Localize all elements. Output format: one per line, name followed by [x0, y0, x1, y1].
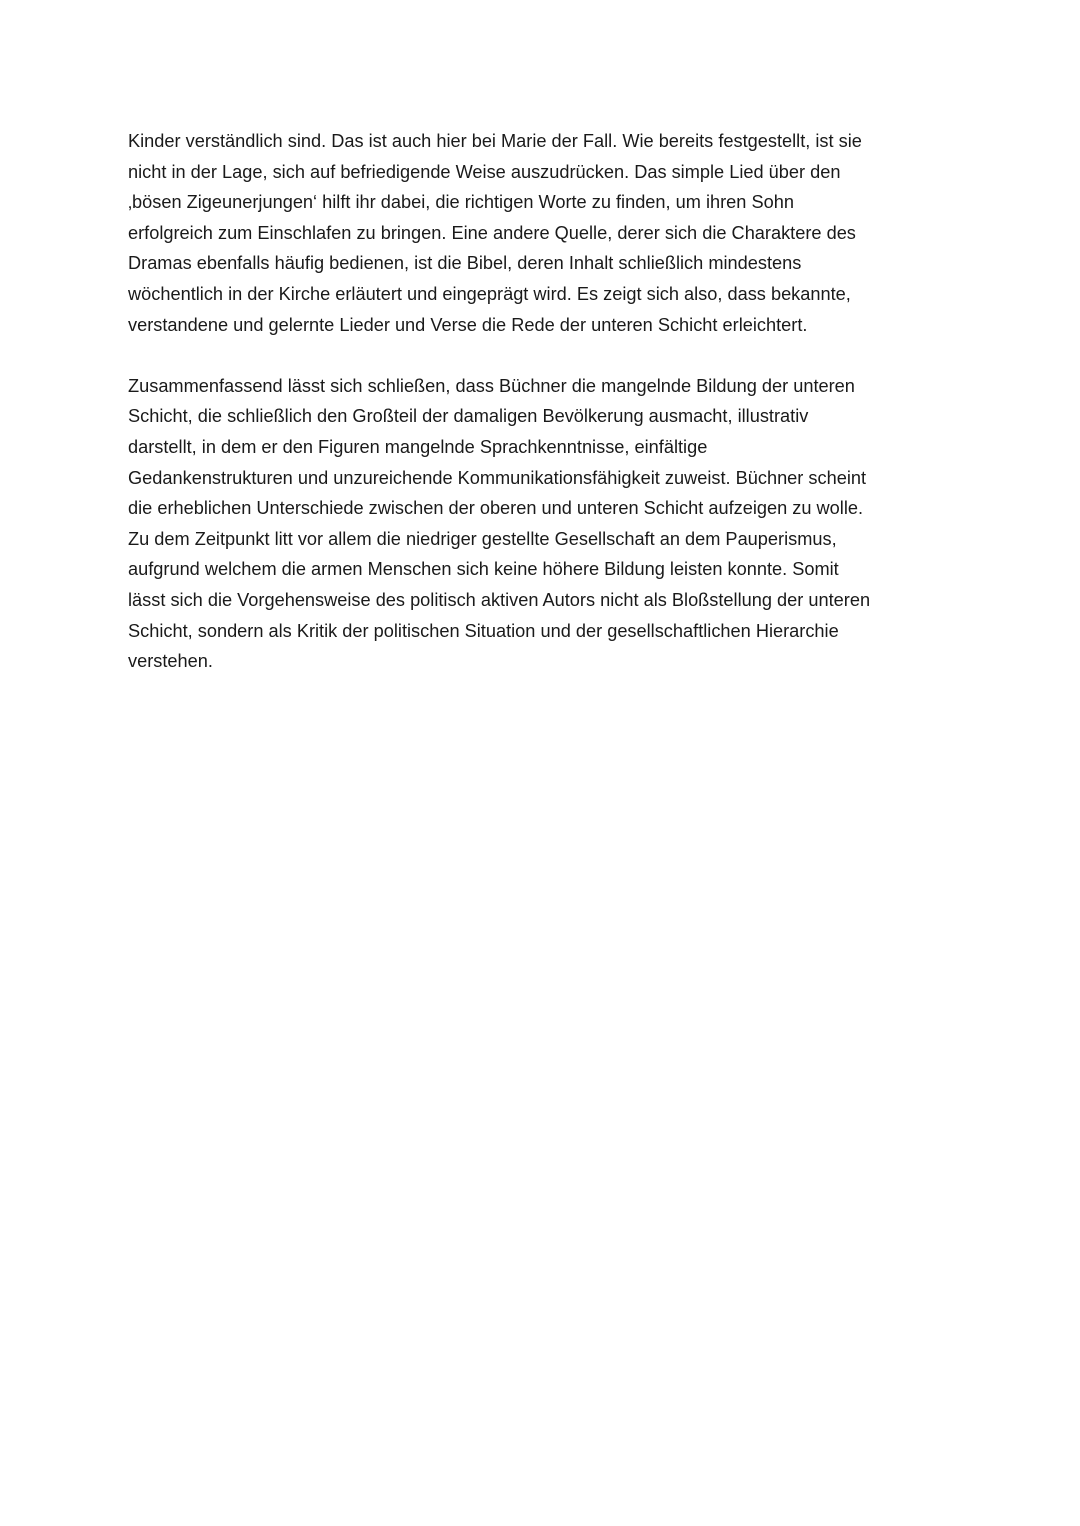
text-line: ‚bösen Zigeunerjungen‘ hilft ihr dabei, die richtigen Worte zu finden, um ihren Sohn	[128, 192, 794, 213]
paragraph-2	[128, 371, 958, 677]
text-line: Dramas ebenfalls häufig bedienen, ist die Bibel, deren Inhalt schließlich mindestens	[128, 253, 802, 274]
text-line: Zusammenfassend lässt sich schließen, dass Büchner die mangelnde Bildung der unteren	[128, 375, 855, 396]
text-line: Schicht, sondern als Kritik der politischen Situation und der gesellschaftlichen Hierarchie	[128, 620, 839, 641]
text-line: die erheblichen Unterschiede zwischen der oberen und unteren Schicht aufzeigen zu wolle.	[128, 498, 864, 519]
text-line: verstandene und gelernte Lieder und Verse die Rede der unteren Schicht erleichtert.	[128, 314, 808, 335]
paragraph-1	[128, 126, 958, 340]
text-line: verstehen.	[128, 651, 213, 672]
text-line: erfolgreich zum Einschlafen zu bringen. Eine andere Quelle, derer sich die Charaktere des	[128, 222, 856, 243]
text-line: Gedankenstrukturen und unzureichende Kommunikationsfähigkeit zuweist. Büchner scheint	[128, 467, 867, 488]
text-line: nicht in der Lage, sich auf befriedigende Weise auszudrücken. Das simple Lied über den	[128, 161, 841, 182]
text-line: aufgrund welchem die armen Menschen sich keine höhere Bildung leisten konnte. Somit	[128, 559, 839, 580]
text-line: Zu dem Zeitpunkt litt vor allem die niedriger gestellte Gesellschaft an dem Pauperismus,	[128, 528, 837, 549]
body-text	[128, 126, 958, 677]
paragraph-spacer	[128, 340, 958, 371]
text-line: Schicht, die schließlich den Großteil der damaligen Bevölkerung ausmacht, illustrativ	[128, 406, 809, 427]
text-line: lässt sich die Vorgehensweise des politisch aktiven Autors nicht als Bloßstellung der unteren	[128, 589, 871, 610]
text-line: wöchentlich in der Kirche erläutert und eingeprägt wird. Es zeigt sich also, dass bekannte,	[128, 283, 851, 304]
text-line: Kinder verständlich sind. Das ist auch hier bei Marie der Fall. Wie bereits festgestellt, ist sie	[128, 131, 862, 151]
text-line: darstellt, in dem er den Figuren mangelnde Sprachkenntnisse, einfältige	[128, 436, 708, 457]
